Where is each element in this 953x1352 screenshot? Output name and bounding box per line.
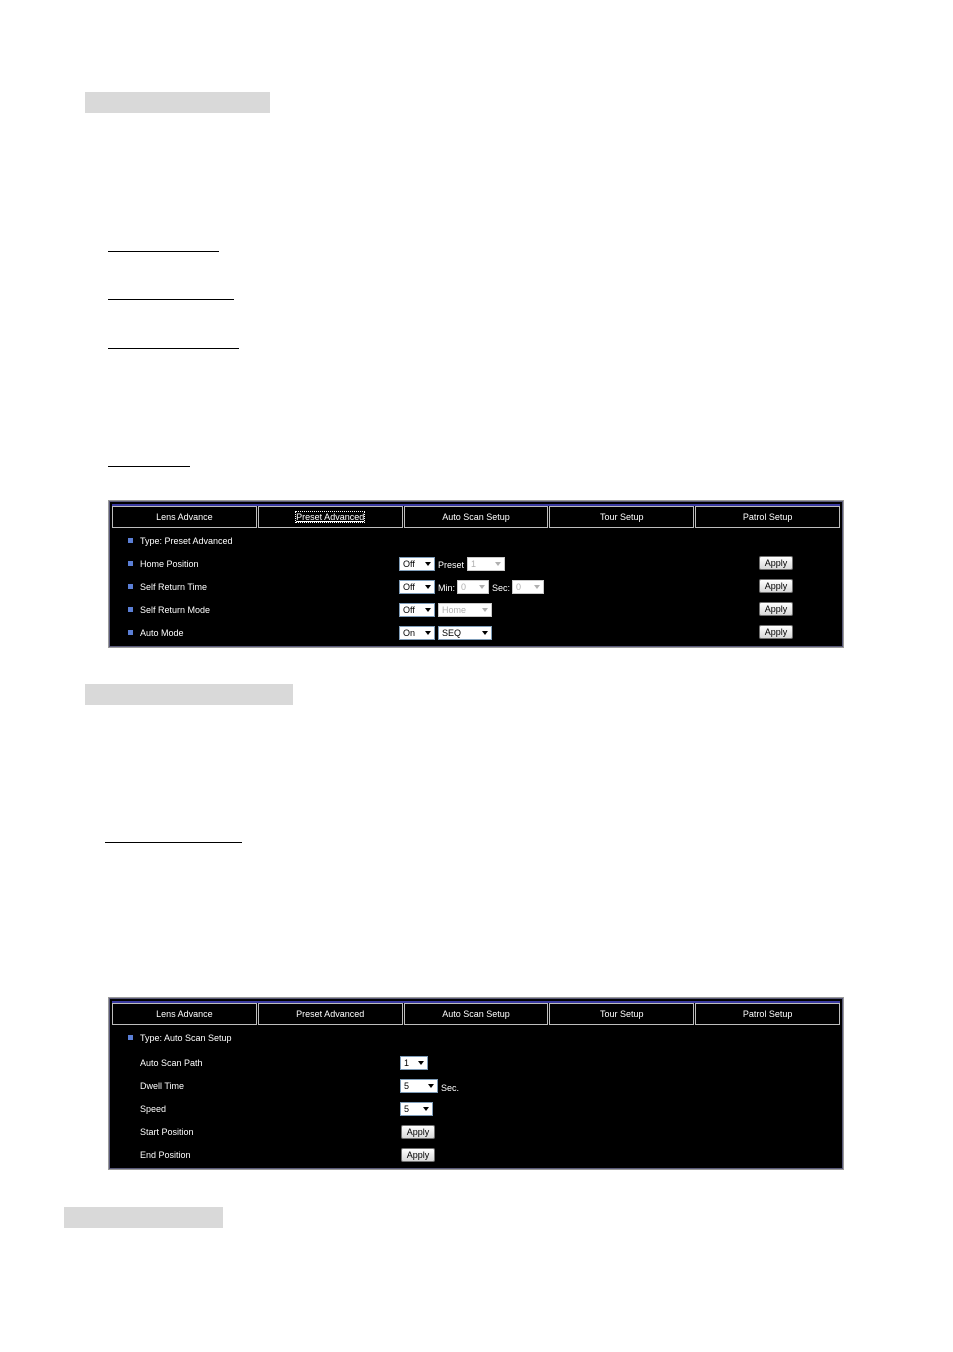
auto-scan-path-label: Auto Scan Path [140, 1058, 203, 1068]
self-return-mode-apply-button[interactable]: Apply [759, 602, 793, 616]
chevron-down-icon [425, 631, 431, 635]
tab-lens-advance[interactable]: Lens Advance [112, 506, 257, 528]
chevron-down-icon [479, 585, 485, 589]
speed-label: Speed [140, 1104, 167, 1114]
start-position-label: Start Position [140, 1127, 194, 1137]
tab-auto-scan-setup[interactable]: Auto Scan Setup [404, 1003, 549, 1025]
chevron-down-icon [423, 1107, 429, 1111]
auto-scan-path-select[interactable]: 1 [400, 1056, 428, 1070]
home-position-apply-button[interactable]: Apply [759, 556, 793, 570]
chevron-down-icon [418, 1061, 424, 1065]
auto-mode-type-select[interactable]: SEQ [438, 626, 492, 640]
chevron-down-icon [534, 585, 540, 589]
start-position-apply-button[interactable]: Apply [401, 1125, 435, 1139]
dwell-time-label: Dwell Time [140, 1081, 185, 1091]
auto-mode-apply-button[interactable]: Apply [759, 625, 793, 639]
return-mode-select[interactable]: Home [438, 603, 492, 617]
home-position-select[interactable]: Off [399, 557, 435, 571]
type-label: Type: Auto Scan Setup [140, 1033, 232, 1043]
underline-4 [108, 466, 190, 467]
section-heading-bar-1 [85, 92, 270, 113]
bullet-icon [128, 1035, 133, 1040]
dwell-unit-label: Sec. [441, 1083, 460, 1093]
tab-preset-advanced[interactable]: Preset Advanced [258, 1003, 403, 1025]
tab-tour-setup[interactable]: Tour Setup [549, 506, 694, 528]
tab-patrol-setup[interactable]: Patrol Setup [695, 1003, 840, 1025]
chevron-down-icon [425, 562, 431, 566]
chevron-down-icon [495, 562, 501, 566]
preset-advanced-panel [108, 500, 844, 648]
bullet-icon [128, 561, 133, 566]
chevron-down-icon [428, 1084, 434, 1088]
chevron-down-icon [425, 608, 431, 612]
preset-select[interactable]: 1 [467, 557, 505, 571]
speed-select[interactable]: 5 [400, 1102, 433, 1116]
tab-bar [112, 1001, 840, 1025]
chevron-down-icon [482, 608, 488, 612]
underline-1 [108, 251, 219, 252]
chevron-down-icon [425, 585, 431, 589]
self-return-mode-select[interactable]: Off [399, 603, 435, 617]
end-position-apply-button[interactable]: Apply [401, 1148, 435, 1162]
self-return-time-apply-button[interactable]: Apply [759, 579, 793, 593]
tab-lens-advance[interactable]: Lens Advance [112, 1003, 257, 1025]
home-position-label: Home Position [140, 559, 199, 569]
tab-bar [112, 504, 840, 528]
bullet-icon [128, 538, 133, 543]
self-return-time-label: Self Return Time [140, 582, 208, 592]
underline-3 [108, 348, 239, 349]
auto-scan-setup-panel [108, 997, 844, 1170]
auto-mode-label: Auto Mode [140, 628, 184, 638]
tab-auto-scan-setup[interactable]: Auto Scan Setup [404, 506, 549, 528]
section-heading-bar-3 [64, 1207, 223, 1228]
underline-2 [108, 299, 234, 300]
sec-label: Sec: [492, 583, 511, 593]
bullet-icon [128, 630, 133, 635]
bullet-icon [128, 607, 133, 612]
preset-label: Preset [438, 560, 465, 570]
min-select[interactable]: 0 [457, 580, 489, 594]
self-return-time-select[interactable]: Off [399, 580, 435, 594]
end-position-label: End Position [140, 1150, 191, 1160]
sec-select[interactable]: 0 [512, 580, 544, 594]
chevron-down-icon [482, 631, 488, 635]
tab-preset-advanced[interactable]: Preset Advanced [258, 506, 403, 528]
section-heading-bar-2 [85, 684, 293, 705]
bullet-icon [128, 584, 133, 589]
dwell-time-select[interactable]: 5 [400, 1079, 438, 1093]
min-label: Min: [438, 583, 456, 593]
underline-5 [105, 842, 242, 843]
tab-patrol-setup[interactable]: Patrol Setup [695, 506, 840, 528]
auto-mode-select[interactable]: On [399, 626, 435, 640]
self-return-mode-label: Self Return Mode [140, 605, 211, 615]
tab-tour-setup[interactable]: Tour Setup [549, 1003, 694, 1025]
type-label: Type: Preset Advanced [140, 536, 233, 546]
